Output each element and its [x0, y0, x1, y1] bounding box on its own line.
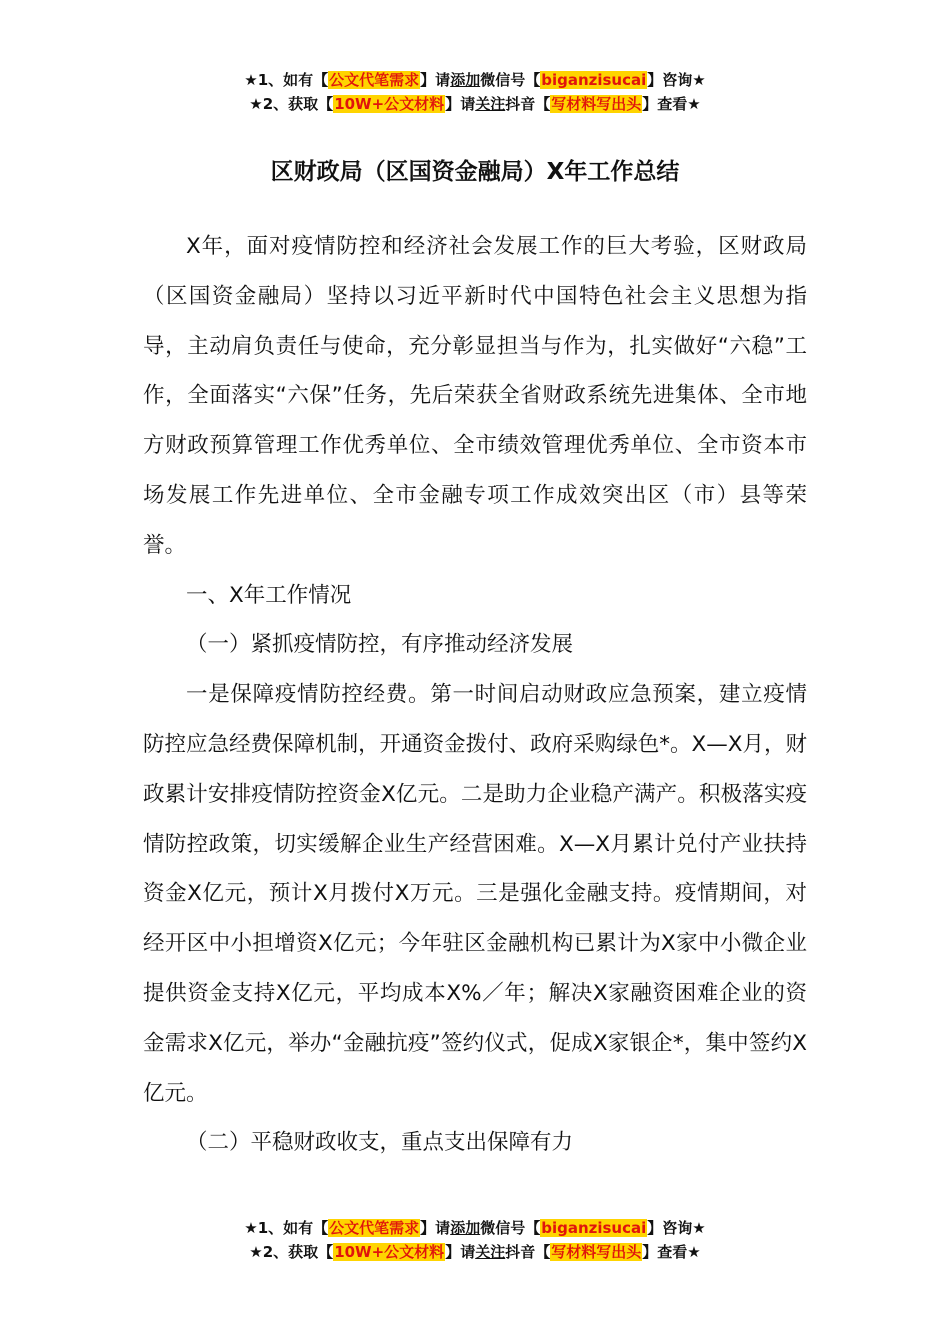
banner-line-2: [0, 92, 950, 116]
banner-text: 微信号【: [480, 1219, 541, 1237]
banner-underlined-text: 添加: [450, 71, 481, 89]
banner-text: 】请: [445, 1243, 476, 1261]
banner-text: 】查看★: [642, 95, 701, 113]
document-body: [143, 222, 807, 1168]
banner-line-1: [0, 1216, 950, 1240]
banner-text: ★1、如有【: [244, 1219, 329, 1237]
banner-text: 】查看★: [642, 1243, 701, 1261]
banner-highlight: biganzisucai: [541, 71, 647, 89]
banner-highlight: biganzisucai: [541, 1219, 647, 1237]
banner-text: 微信号【: [480, 71, 541, 89]
banner-text: ★2、获取【: [249, 1243, 334, 1261]
banner-text: ★1、如有【: [244, 71, 329, 89]
document-title: 区财政局（区国资金融局）X年工作总结: [270, 159, 680, 185]
banner-highlight: 写材料写出头: [551, 95, 642, 113]
section-heading: 一、X年工作情况: [186, 582, 352, 608]
banner-highlight: 公文代笔需求: [329, 1219, 420, 1237]
banner-highlight: 10W+公文材料: [334, 1243, 445, 1261]
banner-text: 】咨询★: [647, 1219, 706, 1237]
banner-underlined-text: 关注: [475, 1243, 506, 1261]
banner-highlight: 公文代笔需求: [329, 71, 420, 89]
top-banner: [0, 68, 950, 116]
banner-text: ★2、获取【: [249, 95, 334, 113]
intro-paragraph: X年，面对疫情防控和经济社会发展工作的巨大考验，区财政局（区国资金融局）坚持以习近平新时代中国特色社会主义思想为指导，主动肩负责任与使命，充分彰显担当与作为，扎实做好“六稳”工作，全面落实“六保”任务，先后荣获全省财政系统先进集体、全市地方财政预算管理工作优秀单位、全市绩效管理优秀单位、全市资本市场发展工作先进单位、全市金融专项工作成效突出区（市）县等荣誉。: [143, 234, 807, 558]
banner-text: 】咨询★: [647, 71, 706, 89]
banner-text: 】请: [420, 71, 451, 89]
body-paragraph: 一是保障疫情防控经费。第一时间启动财政应急预案，建立疫情防控应急经费保障机制，开通资金拨付、政府采购绿色*。X—X月，财政累计安排疫情防控资金X亿元。二是助力企业稳产满产。积极落实疫情防控政策，切实缓解企业生产经营困难。X—X月累计兑付产业扶持资金X亿元，预计X月拨付X万元。三是强化金融支持。疫情期间，对经开区中小担增资X亿元；今年驻区金融机构已累计为X家中小微企业提供资金支持X亿元，平均成本X%／年；解决X家融资困难企业的资金需求X亿元，举办“金融抗疫”签约仪式，促成X家银企*，集中签约X亿元。: [143, 682, 807, 1106]
banner-line-1: [0, 68, 950, 92]
banner-text: 】请: [445, 95, 476, 113]
banner-line-2: [0, 1240, 950, 1264]
banner-underlined-text: 关注: [475, 95, 506, 113]
bottom-banner: [0, 1216, 950, 1264]
subsection-heading: （二）平稳财政收支，重点支出保障有力: [186, 1130, 574, 1156]
banner-text: 】请: [420, 1219, 451, 1237]
banner-highlight: 10W+公文材料: [334, 95, 445, 113]
banner-highlight: 写材料写出头: [551, 1243, 642, 1261]
banner-text: 抖音【: [505, 95, 551, 113]
banner-text: 抖音【: [505, 1243, 551, 1261]
subsection-heading: （一）紧抓疫情防控，有序推动经济发展: [186, 632, 574, 658]
banner-underlined-text: 添加: [450, 1219, 481, 1237]
